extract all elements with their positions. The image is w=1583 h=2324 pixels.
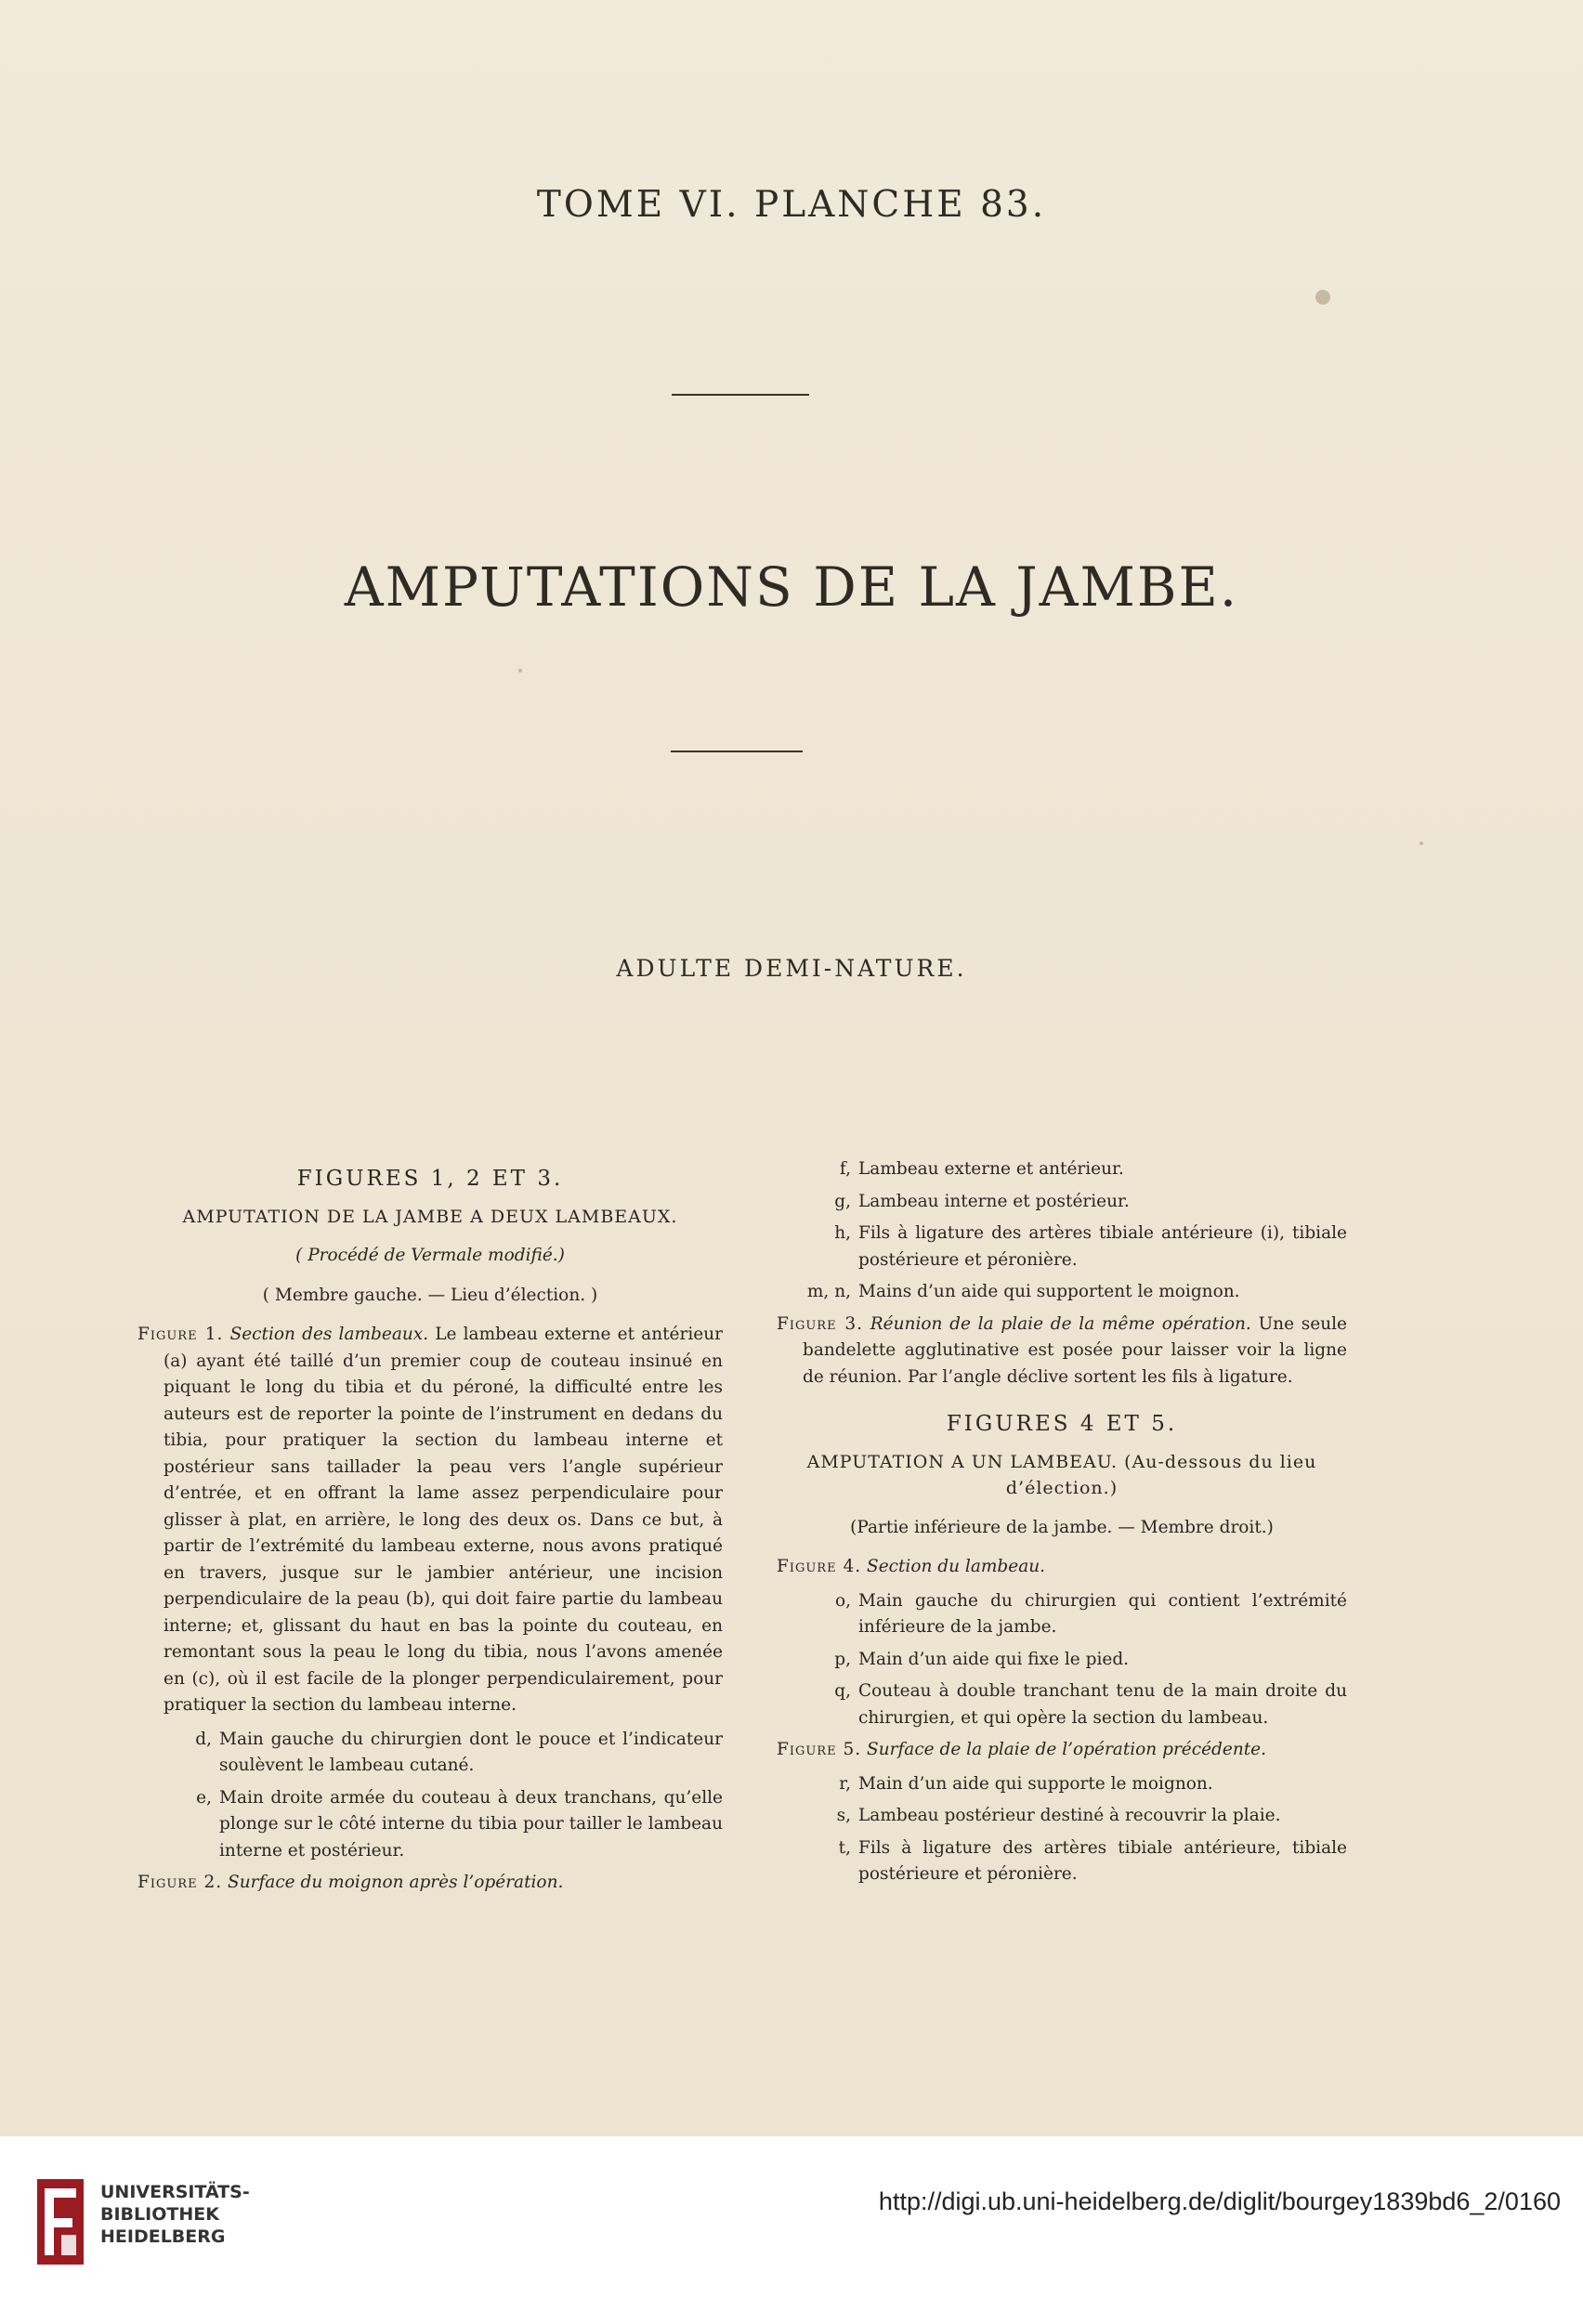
legend-key: e, xyxy=(196,1787,212,1808)
figure-title: Surface de la plaie de l’opération précédente. xyxy=(867,1740,1267,1759)
figure-title: Section du lambeau. xyxy=(867,1557,1046,1576)
legend-key: s, xyxy=(836,1806,851,1825)
figure-title: Réunion de la plaie de la même opération. xyxy=(870,1313,1251,1334)
legend-text: Main gauche du chirurgien dont le pouce et l’indicateur soulèvent le lambeau cutané. xyxy=(219,1729,723,1775)
legend-item xyxy=(777,1588,1347,1641)
page-title: AMPUTATIONS DE LA JAMBE. xyxy=(344,555,1239,619)
figure-label: Figure 1. xyxy=(137,1325,224,1344)
legend-text: Lambeau interne et postérieur. xyxy=(858,1191,1130,1211)
legend-text: Lambeau externe et antérieur. xyxy=(858,1159,1124,1179)
section-heading-figures-1-2-3: FIGURES 1, 2 ET 3. xyxy=(296,1167,564,1191)
partie-note: (Partie inférieure de la jambe. — Membre droit.) xyxy=(850,1517,1274,1537)
figure-label: Figure 3. xyxy=(777,1313,863,1334)
legend-key: m, n, xyxy=(806,1282,851,1301)
footer-bar xyxy=(0,2136,1583,2324)
legend-item xyxy=(777,1221,1347,1273)
divider xyxy=(672,394,809,396)
legend-item xyxy=(137,1727,723,1780)
legend-key: q, xyxy=(834,1681,851,1701)
legend-key: g, xyxy=(834,1191,851,1211)
legend-item xyxy=(137,1785,723,1865)
tome-planche-heading: TOME VI. PLANCHE 83. xyxy=(536,184,1047,226)
figure-4-paragraph xyxy=(777,1554,1347,1581)
figure-3-paragraph xyxy=(777,1312,1347,1391)
legend-key: r, xyxy=(839,1773,851,1794)
section-subheading: AMPUTATION DE LA JAMBE A DEUX LAMBEAUX. xyxy=(182,1206,678,1227)
legend-key: f, xyxy=(839,1159,851,1179)
legend-text: Fils à ligature des artères tibiale antérieure (i), tibiale postérieure et péronière. xyxy=(858,1223,1347,1270)
legend-text: Main d’un aide qui supporte le moignon. xyxy=(858,1773,1213,1794)
figure-2-paragraph xyxy=(137,1870,723,1897)
legend-item xyxy=(777,1279,1347,1306)
subheading-main: AMPUTATION A UN LAMBEAU. xyxy=(806,1451,1119,1472)
legend-text: Lambeau postérieur destiné à recouvrir la plaie. xyxy=(858,1806,1281,1825)
legend-item xyxy=(777,1156,1347,1183)
legend-key: o, xyxy=(834,1590,851,1611)
membre-note: ( Membre gauche. — Lieu d’élection. ) xyxy=(262,1285,598,1305)
legend-item xyxy=(777,1803,1347,1830)
legend-key: d, xyxy=(195,1729,212,1749)
figure-title: Surface du moignon après l’opération. xyxy=(228,1873,564,1892)
legend-text: Fils à ligature des artères tibiale antérieure, tibiale postérieure et péronière. xyxy=(858,1837,1347,1884)
legend-item xyxy=(777,1678,1347,1731)
figure-5-paragraph xyxy=(777,1737,1347,1764)
stain-mark xyxy=(518,669,522,672)
legend-text: Main droite armée du couteau à deux tranchans, qu’elle plonge sur le côté interne du tibia pour tailler le lambeau interne et postérieur. xyxy=(219,1787,723,1861)
procede-note: ( Procédé de Vermale modifié.) xyxy=(295,1246,565,1265)
legend-item xyxy=(777,1189,1347,1216)
legend-text: Main d’un aide qui fixe le pied. xyxy=(858,1649,1130,1669)
legend-item xyxy=(777,1771,1347,1798)
legend-key: p, xyxy=(834,1649,851,1669)
source-url-link[interactable]: http://digi.ub.uni-heidelberg.de/diglit/bourgey1839bd6_2/0160 xyxy=(878,2187,1561,2215)
section-subheading xyxy=(777,1449,1347,1502)
figure-title: Section des lambeaux. xyxy=(229,1325,429,1344)
figure-text: Le lambeau externe et antérieur (a) ayant été taillé d’un premier coup de couteau insinué en piquant le long du tibia et du péroné, la difficulté entre les auteurs est de reporter la pointe de l’instrument en dedans du tibia, pour pratiquer la section du lambeau interne et postérieur sans taillader la peau vers l’angle supérieur d’entrée, et en offrant la lame assez perpendiculaire pour glisser à plat, en arrière, le long des deux os. Dans ce but, à partir de l’extrémité du lambeau externe, nous avons pratiqué en travers, jusque sur le jambier antérieur, une incision perpendiculaire de la peau (b), qui doit faire partie du lambeau interne; et, glissant du haut en bas la pointe du couteau, en remontant sous la peau le long du tibia, nous l’avons amenée en (c), où il est facile de la plonger perpendiculairement, pour pratiquer la section du lambeau interne. xyxy=(164,1325,723,1715)
figure-label: Figure 4. xyxy=(777,1557,862,1576)
figure-label: Figure 2. xyxy=(137,1873,223,1892)
legend-text: Mains d’un aide qui supportent le moignon. xyxy=(858,1282,1240,1301)
legend-text: Couteau à double tranchant tenu de la main droite du chirurgien, et qui opère la section du lambeau. xyxy=(858,1681,1347,1728)
divider xyxy=(671,751,803,752)
library-name-line: BIBLIOTHEK xyxy=(100,2204,219,2225)
figure-text: Une seule bandelette agglutinative est posée pour laisser voir la ligne de réunion. Par l’angle déclive sortent les fils à ligature. xyxy=(803,1313,1347,1387)
stain-mark xyxy=(1419,842,1423,845)
right-column xyxy=(777,1156,1347,1894)
stain-mark xyxy=(1315,290,1330,305)
section-heading-figures-4-5: FIGURES 4 ET 5. xyxy=(946,1412,1178,1436)
left-column xyxy=(137,1156,723,1904)
library-name xyxy=(100,2181,250,2248)
legend-text: Main gauche du chirurgien qui contient l’extrémité inférieure de la jambe. xyxy=(858,1590,1347,1637)
legend-item xyxy=(777,1835,1347,1888)
library-name-line: UNIVERSITÄTS- xyxy=(100,2182,250,2202)
legend-item xyxy=(777,1647,1347,1674)
figure-label: Figure 5. xyxy=(777,1740,862,1759)
library-logo-icon xyxy=(35,2177,85,2266)
legend-key: h, xyxy=(834,1223,851,1243)
figure-1-paragraph xyxy=(137,1322,723,1719)
library-name-line: HEIDELBERG xyxy=(100,2226,226,2247)
legend-key: t, xyxy=(838,1837,851,1858)
page-subtitle: ADULTE DEMI-NATURE. xyxy=(616,955,967,982)
subheading-rest: (Au-dessous du lieu d’élection.) xyxy=(1005,1451,1317,1498)
